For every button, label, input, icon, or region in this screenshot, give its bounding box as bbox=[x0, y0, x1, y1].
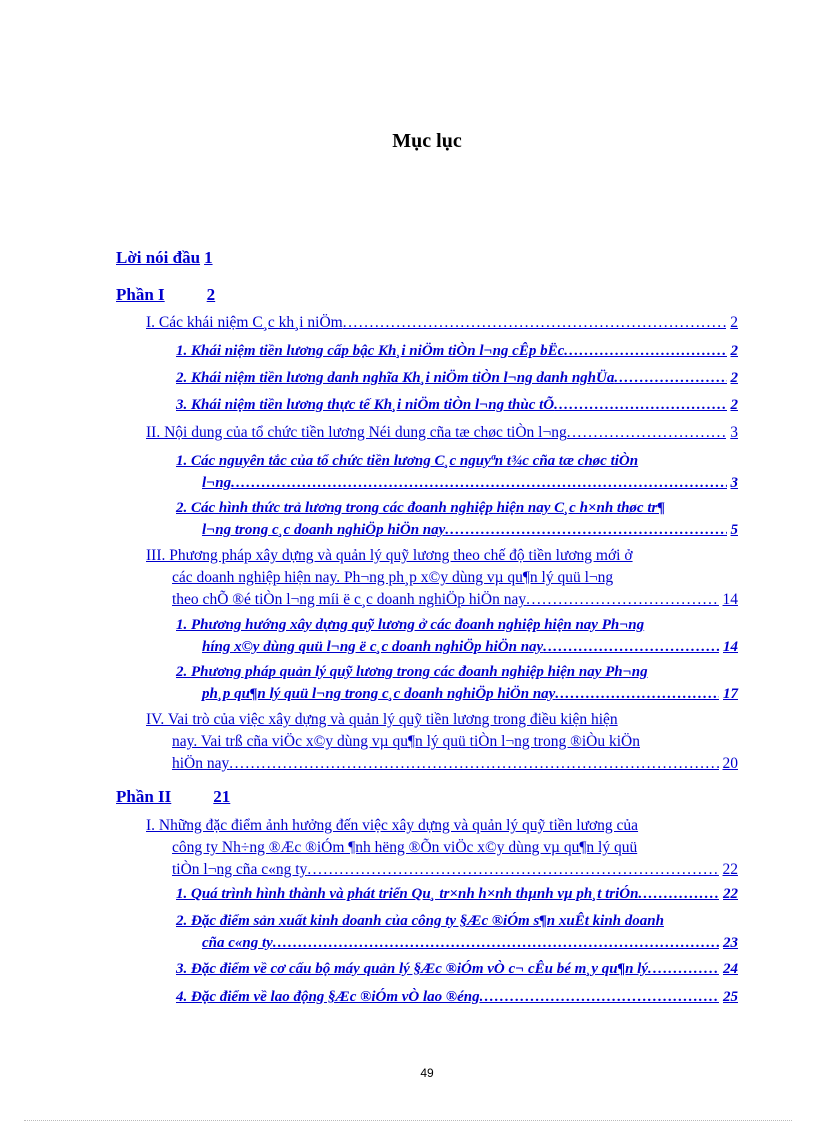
toc-entry-2-i[interactable]: I. Những đặc điểm ảnh hưởng đến việc xây dựng và quản lý quỹ tiền lương của công ty Nh÷ng ®Æc ®iÓm ¶nh hëng ®Õn viÖc x©y dùng vµ qu¶n lý quü tiÒn l¬ng cña c«ng ty . . . 22 bbox=[146, 815, 738, 881]
toc-entry-1-ii-2[interactable]: 2. Các hình thức trả lương trong các đoanh nghiệp hiện nay C¸c h×nh thøc tr¶ l¬ng trong c¸c doanh nghiÖp hiÖn nay . . . 5 bbox=[176, 497, 738, 541]
toc-entry-1-i-2[interactable]: 2. Khái niệm tiền lương danh nghĩa Kh¸i niÖm tiÒn l¬ng danh nghÜa . . . 2 bbox=[176, 367, 738, 389]
toc-entry-1-i[interactable]: I. Các khái niệm C¸c kh¸i niÖm . . . 2 bbox=[146, 312, 738, 334]
toc-entry-loi-noi-dau[interactable]: Lời nói đầu 1 bbox=[116, 248, 213, 267]
toc-entry-2-i-4[interactable]: 4. Đặc điểm về lao động §Æc ®iÓm vÒ lao ®éng . . . 25 bbox=[176, 986, 738, 1008]
page-bottom-divider bbox=[24, 1120, 792, 1121]
toc-entry-phan-2[interactable]: Phần II 21 bbox=[116, 787, 231, 806]
toc-entry-1-iv[interactable]: IV. Vai trò của việc xây dựng và quản lý quỹ tiền lương trong điều kiện hiện nay. Vai trß cña viÖc x©y dùng vµ qu¶n lý quü tiÒn l¬ng trong ®iÒu kiÖn hiÖn nay . . . 20 bbox=[146, 709, 738, 775]
toc-entry-2-i-2[interactable]: 2. Đặc điểm sản xuất kinh doanh của công ty §Æc ®iÓm s¶n xuÊt kinh doanh cña c«ng ty . . . 23 bbox=[176, 910, 738, 954]
toc-entry-2-i-3[interactable]: 3. Đặc điểm về cơ cấu bộ máy quản lý §Æc ®iÓm vÒ c¬ cÊu bé m¸y qu¶n lý . . . 24 bbox=[176, 958, 738, 980]
toc-entry-phan-1[interactable]: Phần I 2 bbox=[116, 285, 216, 304]
toc-entry-2-i-1[interactable]: 1. Quá trình hình thành và phát triển Qu¸ tr×nh h×nh thµnh vµ ph¸t triÓn . . . 22 bbox=[176, 883, 738, 905]
page-number: 49 bbox=[420, 1066, 434, 1080]
toc-entry-1-iii-1[interactable]: 1. Phương hướng xây dựng quỹ lương ở các đoanh nghiệp hiện nay Ph¬ng híng x©y dùng quü l¬ng ë c¸c doanh nghiÖp hiÖn nay . . . 14 bbox=[176, 614, 738, 658]
page-title: Mục lục bbox=[392, 130, 462, 152]
toc-entry-1-ii-1[interactable]: 1. Các nguyên tắc của tổ chức tiền lương C¸c nguyªn t¾c cña tæ chøc tiÒn l¬ng . . . 3 bbox=[176, 450, 738, 494]
toc-entry-1-i-3[interactable]: 3. Khái niệm tiền lương thực tế Kh¸i niÖm tiÒn l¬ng thùc tÕ . . . 2 bbox=[176, 394, 738, 416]
toc-entry-1-iii-2[interactable]: 2. Phương pháp quản lý quỹ lương trong các đoanh nghiệp hiện nay Ph¬ng ph¸p qu¶n lý quü l¬ng trong c¸c doanh nghiÖp hiÖn nay . . . 17 bbox=[176, 661, 738, 705]
toc-entry-1-ii[interactable]: II. Nội dung của tổ chức tiền lương Néi dung cña tæ chøc tiÒn l¬ng . . . 3 bbox=[146, 422, 738, 444]
toc-entry-1-iii[interactable]: III. Phương pháp xây dựng và quản lý quỹ lương theo chế độ tiền lương mới ở các doanh nghiệp hiện nay. Ph¬ng ph¸p x©y dùng vµ qu¶n lý quü l¬ng theo chÕ ®é tiÒn l¬ng míi ë c¸c doanh nghiÖp hiÖn nay . . . 14 bbox=[146, 545, 738, 611]
toc-entry-1-i-1[interactable]: 1. Khái niệm tiền lương cấp bậc Kh¸i niÖm tiÒn l¬ng cÊp bËc . . . 2 bbox=[176, 340, 738, 362]
